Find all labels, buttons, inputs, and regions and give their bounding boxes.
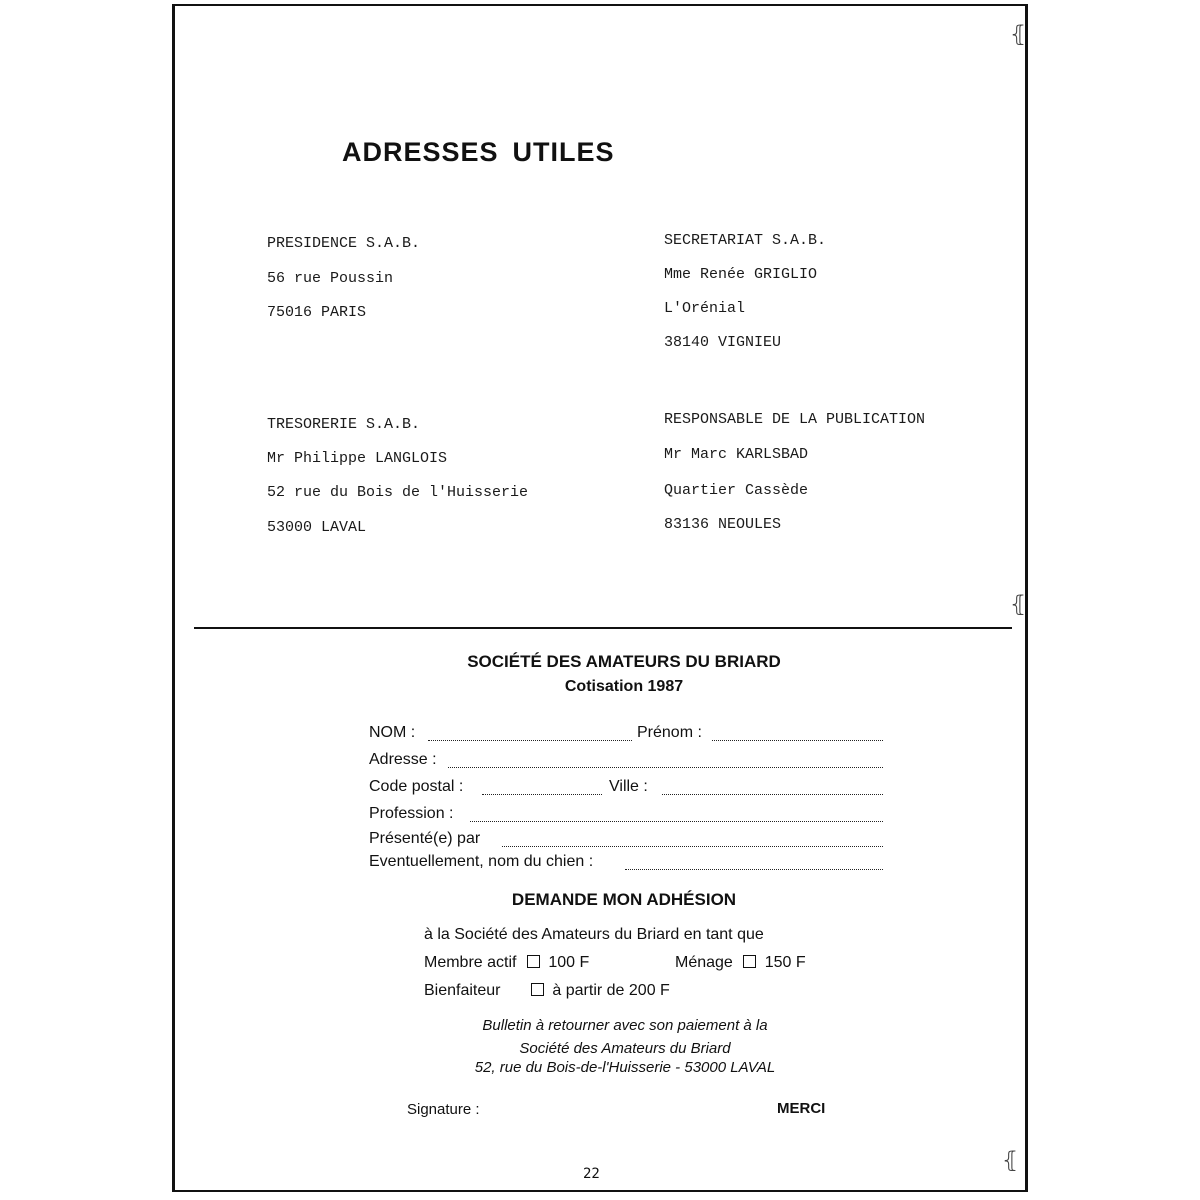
adresse-field[interactable] bbox=[448, 767, 883, 768]
page-title bbox=[342, 137, 615, 168]
prenom-label: Prénom : bbox=[637, 724, 702, 741]
title-part-1: ADRESSES bbox=[342, 137, 499, 167]
nom-field[interactable] bbox=[428, 740, 632, 741]
chien-label: Eventuellement, nom du chien : bbox=[369, 853, 594, 870]
publication-line-2: Quartier Cassède bbox=[664, 482, 809, 499]
secretariat-heading: SECRETARIAT S.A.B. bbox=[664, 232, 827, 249]
code-postal-label: Code postal : bbox=[369, 778, 464, 795]
adresse-label: Adresse : bbox=[369, 751, 437, 768]
publication-heading: RESPONSABLE DE LA PUBLICATION bbox=[664, 411, 926, 428]
merci-text: MERCI bbox=[777, 1100, 826, 1117]
menage-checkbox[interactable] bbox=[743, 955, 756, 968]
cut-separator bbox=[194, 627, 1012, 629]
publication-line-1: Mr Marc KARLSBAD bbox=[664, 446, 809, 463]
prenom-field[interactable] bbox=[712, 740, 883, 741]
title-part-2: UTILES bbox=[512, 137, 615, 167]
signature-label: Signature : bbox=[407, 1101, 480, 1118]
return-line-1: Bulletin à retourner avec son paiement à la bbox=[482, 1017, 768, 1034]
bienfaiteur-checkbox[interactable] bbox=[531, 983, 544, 996]
presidence-heading: PRESIDENCE S.A.B. bbox=[267, 235, 421, 252]
secretariat-line-3: 38140 VIGNIEU bbox=[664, 334, 782, 351]
profession-label: Profession : bbox=[369, 805, 454, 822]
menage-label: Ménage bbox=[675, 954, 733, 971]
tresorerie-line-1: Mr Philippe LANGLOIS bbox=[267, 450, 448, 467]
binding-mark-icon: ⦃ bbox=[1002, 1148, 1019, 1173]
membre-actif-label: Membre actif bbox=[424, 954, 517, 971]
menage-row bbox=[675, 954, 806, 972]
bienfaiteur-price: à partir de 200 F bbox=[552, 982, 670, 999]
tresorerie-line-2: 52 rue du Bois de l'Huisserie bbox=[267, 484, 529, 501]
presente-field[interactable] bbox=[502, 846, 883, 847]
nom-label: NOM : bbox=[369, 724, 416, 741]
tresorerie-line-3: 53000 LAVAL bbox=[267, 519, 367, 536]
bienfaiteur-row bbox=[424, 982, 670, 1000]
return-line-3: 52, rue du Bois-de-l'Huisserie - 53000 LAVAL bbox=[474, 1059, 776, 1076]
society-name: SOCIÉTÉ DES AMATEURS DU BRIARD bbox=[467, 652, 781, 671]
presente-label: Présenté(e) par bbox=[369, 830, 481, 847]
chien-field[interactable] bbox=[625, 869, 883, 870]
membre-actif-checkbox[interactable] bbox=[527, 955, 540, 968]
adhesion-intro: à la Société des Amateurs du Briard en tant que bbox=[424, 926, 764, 943]
membre-actif-row bbox=[424, 954, 589, 972]
membre-actif-price: 100 F bbox=[548, 954, 590, 971]
page-number: 22 bbox=[583, 1166, 600, 1182]
return-line-2: Société des Amateurs du Briard bbox=[519, 1040, 731, 1057]
code-postal-field[interactable] bbox=[482, 794, 602, 795]
presidence-line-2: 75016 PARIS bbox=[267, 304, 367, 321]
bienfaiteur-label: Bienfaiteur bbox=[424, 982, 501, 999]
publication-line-3: 83136 NEOULES bbox=[664, 516, 782, 533]
ville-field[interactable] bbox=[662, 794, 883, 795]
presidence-line-1: 56 rue Poussin bbox=[267, 270, 394, 287]
demande-heading: DEMANDE MON ADHÉSION bbox=[511, 890, 737, 909]
binding-mark-icon: ⦃ bbox=[1010, 592, 1027, 617]
cotisation-year: Cotisation 1987 bbox=[564, 678, 684, 695]
binding-mark-icon: ⦃ bbox=[1010, 22, 1027, 47]
tresorerie-heading: TRESORERIE S.A.B. bbox=[267, 416, 421, 433]
page-frame bbox=[172, 4, 1028, 1192]
secretariat-line-1: Mme Renée GRIGLIO bbox=[664, 266, 818, 283]
secretariat-line-2: L'Orénial bbox=[664, 300, 746, 317]
profession-field[interactable] bbox=[470, 821, 883, 822]
menage-price: 150 F bbox=[764, 954, 806, 971]
ville-label: Ville : bbox=[609, 778, 648, 795]
